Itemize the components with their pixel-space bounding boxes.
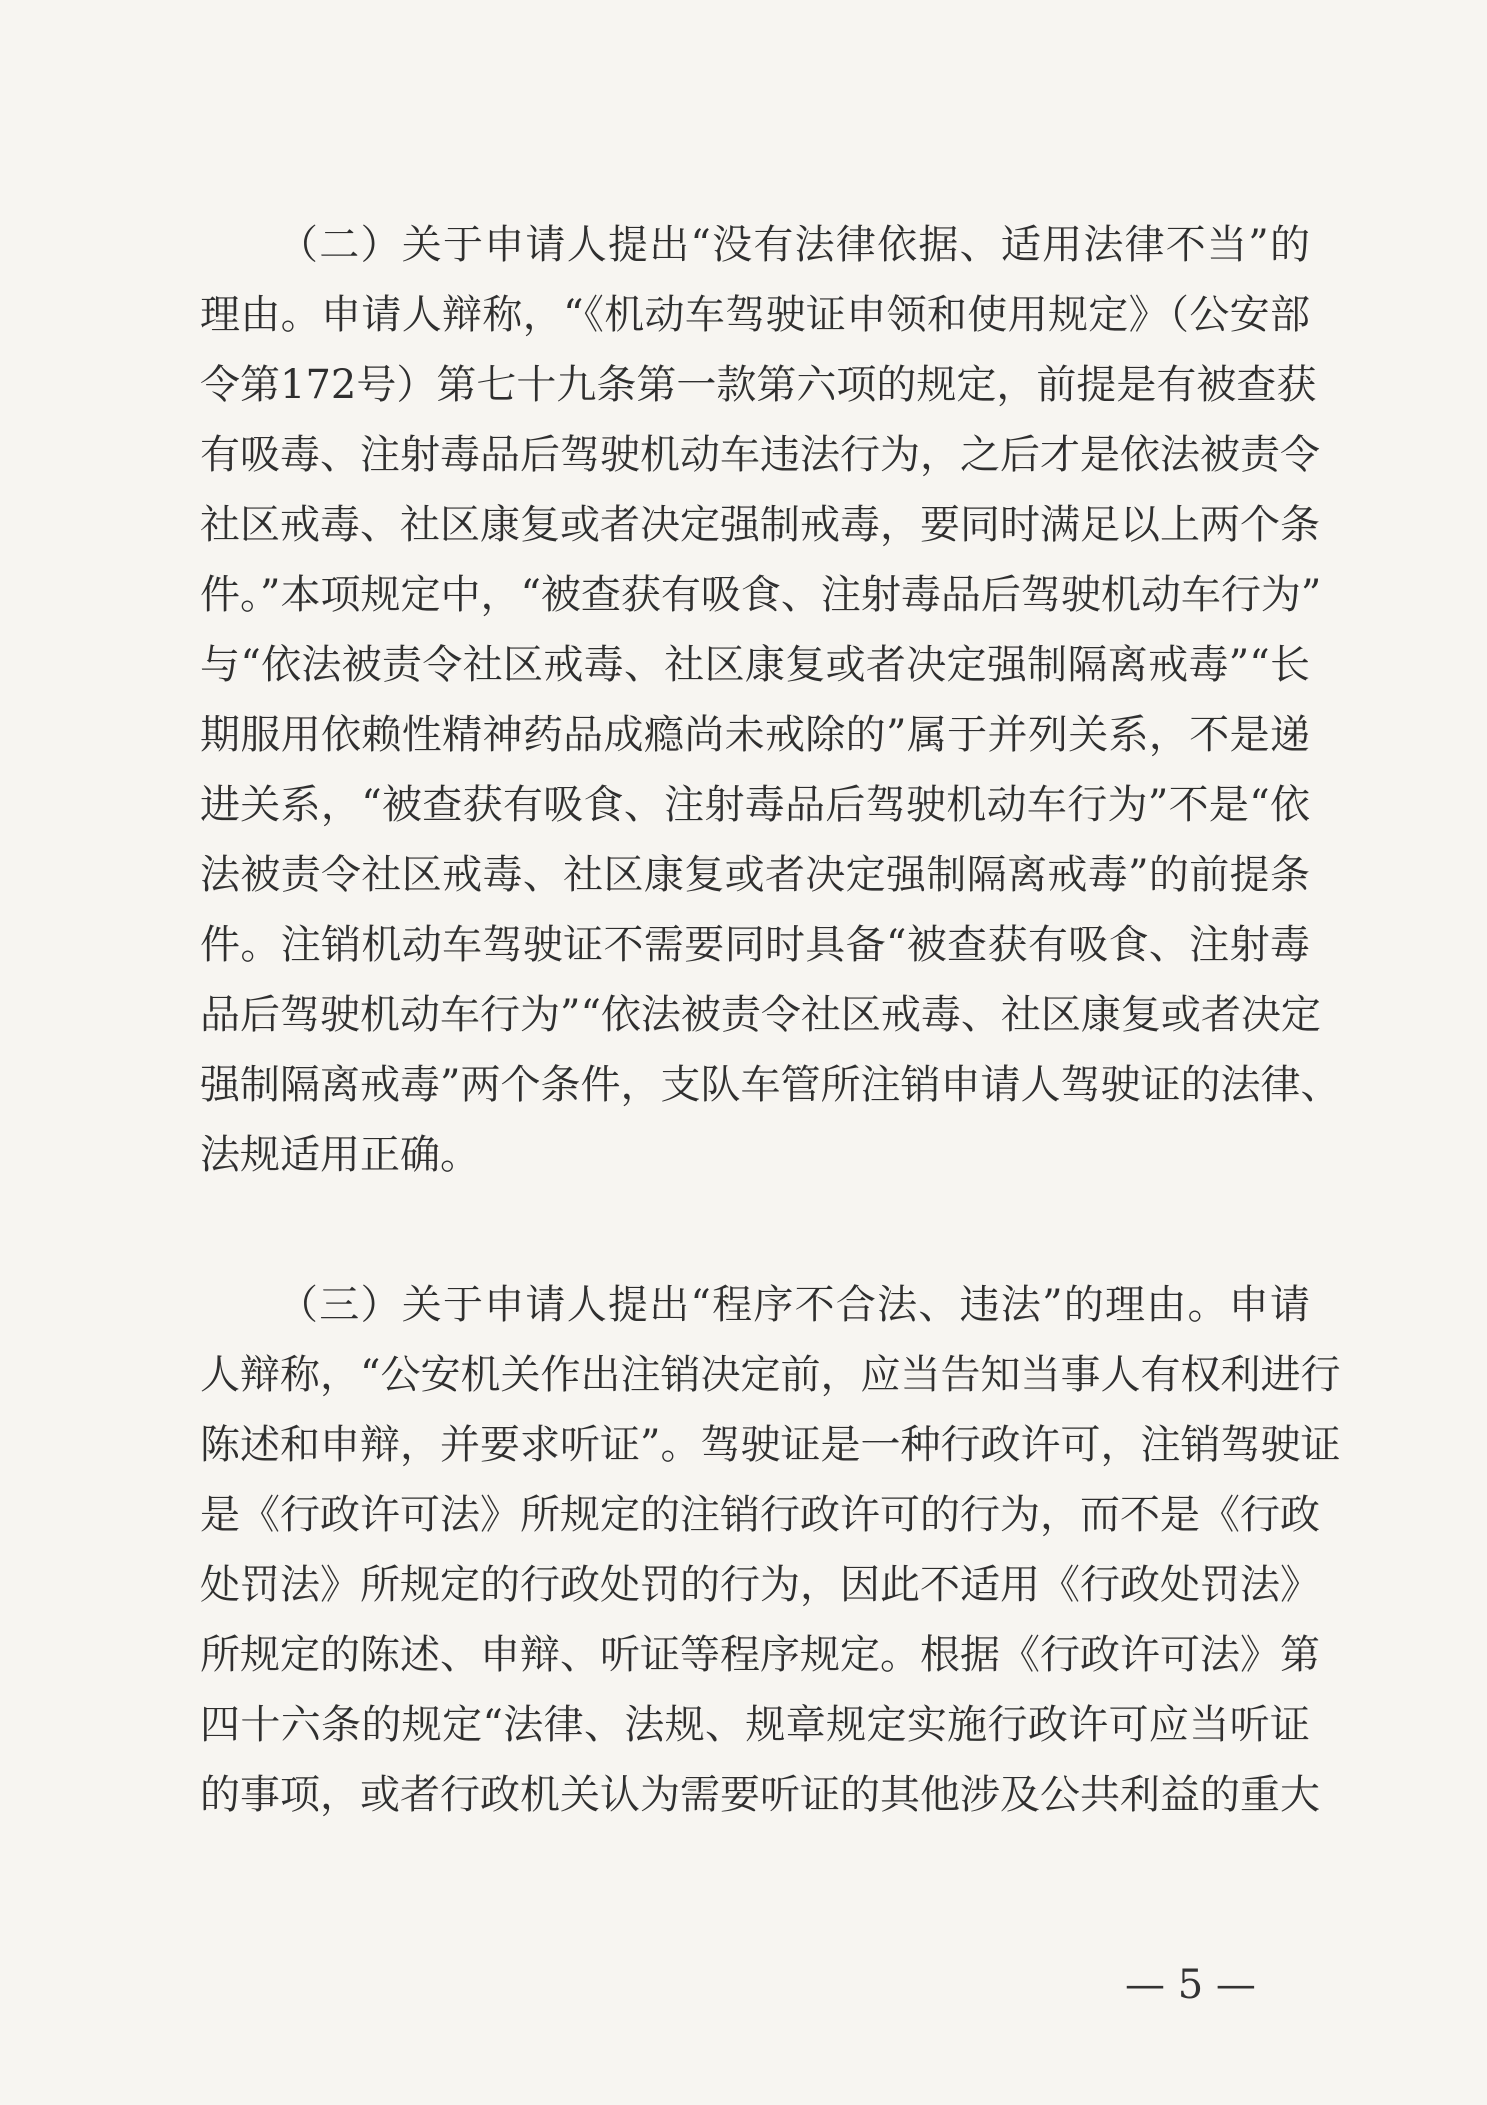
paragraph-2-line-10: 法被责令社区戒毒、社区康复或者决定强制隔离戒毒”的前提条 [200,852,1310,898]
paragraph-2-line-9: 进关系，“被查获有吸食、注射毒品后驾驶机动车行为”不是“依 [200,782,1310,828]
paragraph-2-line-11: 件。注销机动车驾驶证不需要同时具备“被查获有吸食、注射毒 [200,922,1310,968]
paragraph-3-line-6: 所规定的陈述、申辩、听证等程序规定。根据《行政许可法》第 [200,1632,1320,1678]
paragraph-2-line-14: 法规适用正确。 [200,1132,480,1178]
paragraph-2-line-7: 与“依法被责令社区戒毒、社区康复或者决定强制隔离戒毒”“长 [200,642,1310,688]
paragraph-2-line-5: 社区戒毒、社区康复或者决定强制戒毒，要同时满足以上两个条 [200,502,1320,548]
paragraph-3-line-7: 四十六条的规定“法律、法规、规章规定实施行政许可应当听证 [200,1702,1310,1748]
paragraph-2-line-2: 理由。申请人辩称，“《机动车驾驶证申领和使用规定》（公安部 [200,292,1310,338]
paragraph-2-line-3: 令第172号）第七十九条第一款第六项的规定，前提是有被查获 [200,362,1317,408]
paragraph-3-line-1: （三）关于申请人提出“程序不合法、违法”的理由。申请 [278,1282,1310,1328]
paragraph-3-line-4: 是《行政许可法》所规定的注销行政许可的行为，而不是《行政 [200,1492,1320,1538]
paragraph-2-line-8: 期服用依赖性精神药品成瘾尚未戒除的”属于并列关系，不是递 [200,712,1310,758]
paragraph-2-line-12: 品后驾驶机动车行为”“依法被责令社区戒毒、社区康复或者决定 [200,992,1321,1038]
paragraph-3-line-5: 处罚法》所规定的行政处罚的行为，因此不适用《行政处罚法》 [200,1562,1320,1608]
paragraph-2-line-13: 强制隔离戒毒”两个条件，支队车管所注销申请人驾驶证的法律、 [200,1062,1341,1108]
paragraph-2-line-6: 件。”本项规定中，“被查获有吸食、注射毒品后驾驶机动车行为” [200,572,1322,618]
paragraph-2-line-1: （二）关于申请人提出“没有法律依据、适用法律不当”的 [278,222,1310,268]
paragraph-3-line-8: 的事项，或者行政机关认为需要听证的其他涉及公共利益的重大 [200,1772,1320,1818]
paragraph-3-line-3: 陈述和申辩，并要求听证”。驾驶证是一种行政许可，注销驾驶证 [200,1422,1341,1468]
paragraph-3-line-2: 人辩称，“公安机关作出注销决定前，应当告知当事人有权利进行 [200,1352,1341,1398]
page-number: — 5 — [1125,1962,1256,2008]
paragraph-2-line-4: 有吸毒、注射毒品后驾驶机动车违法行为，之后才是依法被责令 [200,432,1320,478]
